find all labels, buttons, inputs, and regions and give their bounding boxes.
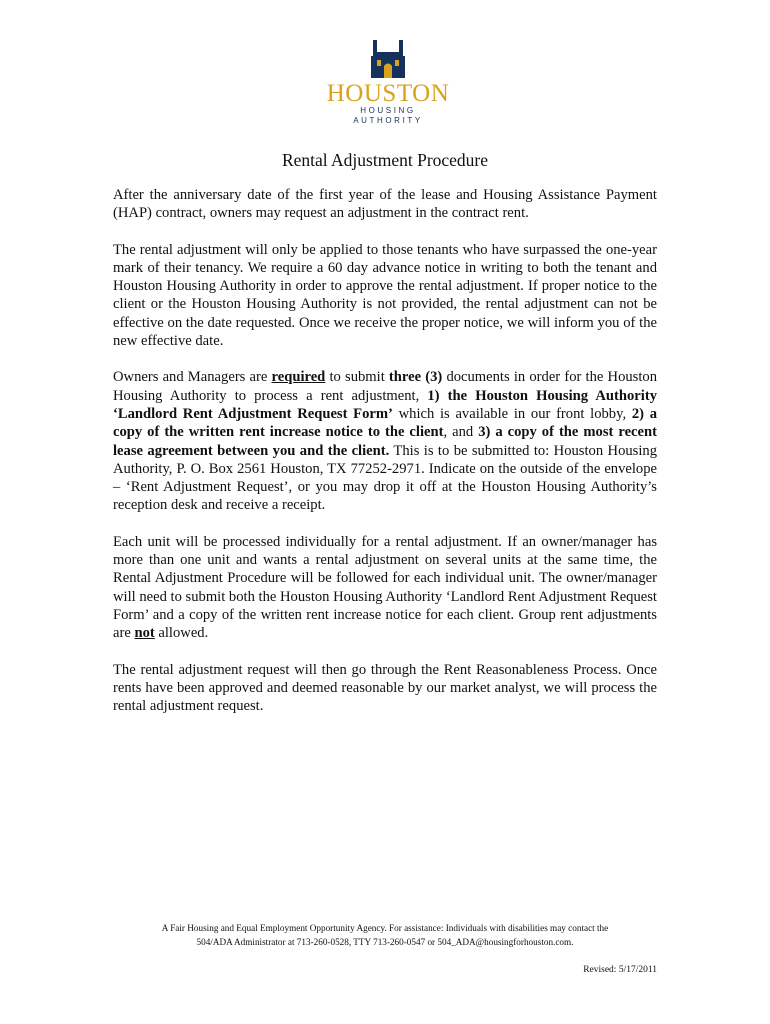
p3-text-2: to submit [325, 369, 389, 386]
paragraph-1: After the anniversary date of the first year of the lease and Housing Assistance Payment (HAP) contract, owners may request an adjustment in the contract rent. [113, 187, 657, 222]
p3-text-1: Owners and Managers are [113, 369, 272, 386]
p4-text-1: Each unit will be processed individually for a rental adjustment. If an owner/manager has more than one unit and wants a rental adjustment on several units at the same time, the Rental Adjustment Procedure will be followed for each individual unit. The owner/manager will need to submit both the Houston Housing Authority ‘Landlord Rent Adjustment Request Form’ and a copy of the written rent increase notice for each client. Group rent adjustments are [113, 533, 657, 642]
document-item-3: 3) a copy of the most recent lease agreement between you and the client. [113, 424, 657, 459]
p3-text-5: , and [443, 424, 479, 441]
revised-date: Revised: 5/17/2011 [583, 965, 657, 975]
p3-text-4: which is available in our front lobby, [392, 405, 632, 422]
paragraph-5: The rental adjustment request will then go through the Rent Reasonableness Process. Once rents have been approved and deemed reasonable by our market analyst, we will process the rental adjustment request. [113, 661, 657, 715]
footer-line-2: 504/ADA Administrator at 713-260-0528, TTY 713-260-0547 or 504_ADA@housingforhouston.com. [196, 937, 574, 947]
logo-name: HOUSTON [326, 80, 450, 107]
document-body [113, 186, 657, 733]
logo-subtitle: HOUSING AUTHORITY [353, 106, 423, 125]
hha-logo [325, 40, 451, 130]
required-emphasis: required [271, 369, 326, 386]
footer-line-1: A Fair Housing and Equal Employment Opportunity Agency. For assistance: Individuals with disabilities may contact the [161, 923, 609, 933]
document-item-1: 1) the Houston Housing Authority ‘Landlord Rent Adjustment Request Form’ [113, 387, 657, 422]
p3-text-6: This is to be submitted to: Houston Housing Authority, P. O. Box 2561 Houston, TX 77252-2971. Indicate on the outside of the envelope – ‘Rent Adjustment Request’, or you may drop it off at the Houston Housing Authority’s reception desk and receive a receipt. [113, 442, 657, 514]
house-towers-icon [371, 40, 405, 78]
document-title: Rental Adjustment Procedure [281, 150, 489, 170]
paragraph-3 [113, 368, 657, 514]
p3-text-3: documents in order for the Houston Housing Authority to process a rent adjustment, [113, 369, 657, 404]
footer-notice [100, 921, 670, 949]
three-emphasis: three (3) [388, 369, 443, 386]
not-emphasis: not [134, 625, 155, 642]
paragraph-2: The rental adjustment will only be applied to those tenants who have surpassed the one-year mark of their tenancy. We require a 60 day advance notice in writing to both the tenant and Houston Housing Authority in order to approve the rental adjustment. If proper notice to the client or the Houston Housing Authority is not provided, the rental adjustment can not be effective on the date requested. Once we receive the proper notice, we will inform you of the new effective date. [113, 241, 657, 350]
paragraph-4 [113, 533, 657, 643]
document-item-2: 2) a copy of the written rent increase notice to the client [113, 405, 657, 441]
p4-text-2: allowed. [154, 625, 209, 642]
